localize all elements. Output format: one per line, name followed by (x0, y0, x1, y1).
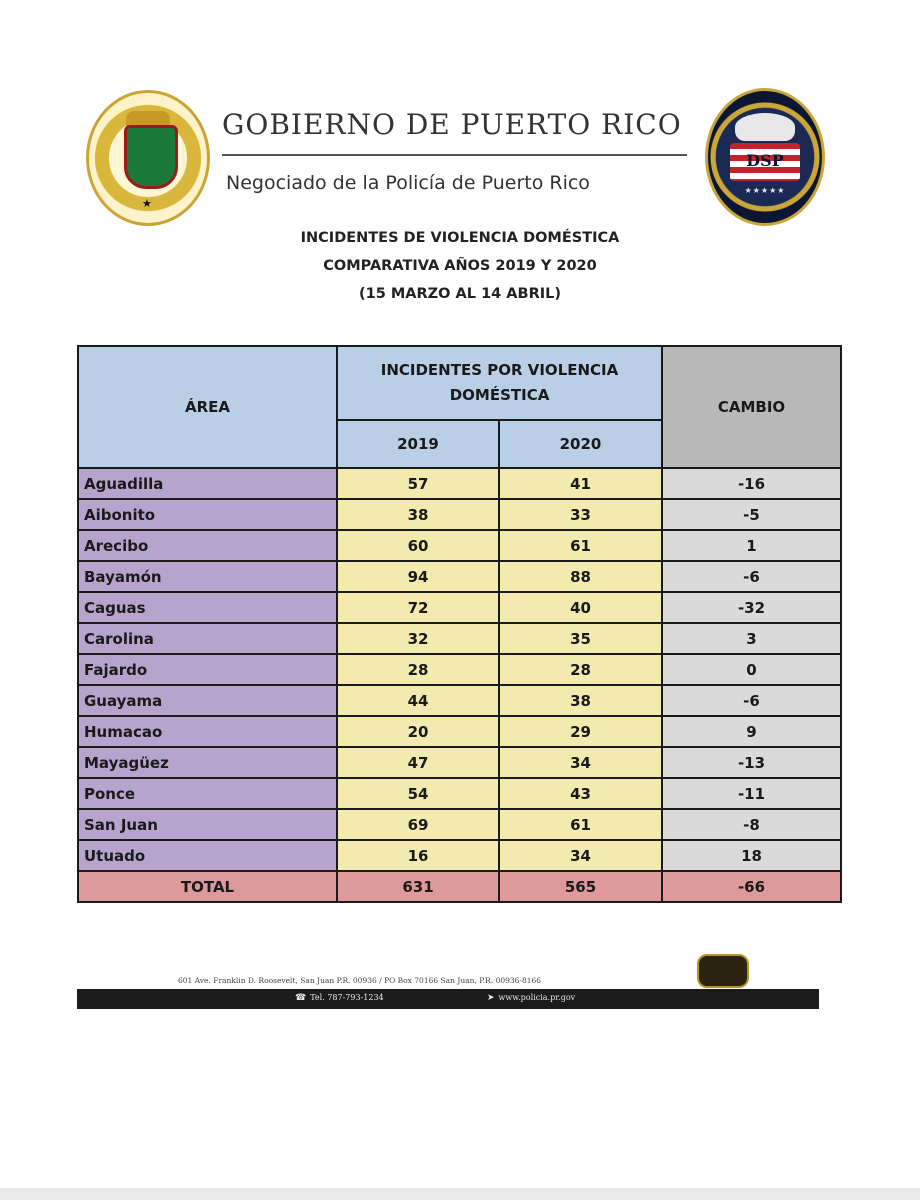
header-change: CAMBIO (662, 346, 841, 468)
value-2020-cell: 41 (499, 468, 662, 499)
table-row (78, 530, 841, 561)
area-cell: Aguadilla (78, 468, 337, 499)
value-2019-cell: 57 (337, 468, 499, 499)
header-divider (222, 154, 687, 156)
public-security-department-seal-icon (705, 88, 825, 226)
area-cell: San Juan (78, 809, 337, 840)
value-2020-cell: 61 (499, 809, 662, 840)
change-cell: -16 (662, 468, 841, 499)
change-cell: -8 (662, 809, 841, 840)
change-cell: -5 (662, 499, 841, 530)
value-2020-cell: 40 (499, 592, 662, 623)
table-row (78, 747, 841, 778)
value-2020-cell: 35 (499, 623, 662, 654)
area-cell: Guayama (78, 685, 337, 716)
value-2019-cell: 44 (337, 685, 499, 716)
value-2020-cell: 28 (499, 654, 662, 685)
police-badge-icon (697, 954, 749, 988)
footer-phone (295, 993, 384, 1003)
change-cell: -11 (662, 778, 841, 809)
footer-address: 601 Ave. Franklin D. Roosevelt, San Juan P.R. 00936 / PO Box 70166 San Juan, P.R. 00936-8166 (178, 976, 542, 985)
table-row (78, 499, 841, 530)
value-2020-cell: 43 (499, 778, 662, 809)
phone-icon: ☎ (295, 993, 307, 1003)
value-2019-cell: 38 (337, 499, 499, 530)
change-cell: -6 (662, 685, 841, 716)
value-2020-cell: 29 (499, 716, 662, 747)
value-2020-cell: 34 (499, 747, 662, 778)
area-cell: Bayamón (78, 561, 337, 592)
total-label: TOTAL (78, 871, 337, 902)
total-row (78, 871, 841, 902)
change-cell: -13 (662, 747, 841, 778)
incidents-table (77, 345, 842, 903)
phone-text: Tel. 787-793-1234 (310, 993, 384, 1002)
header-year-2020: 2020 (499, 420, 662, 468)
area-cell: Fajardo (78, 654, 337, 685)
footer-contact-bar (77, 989, 819, 1009)
report-title-line2: COMPARATIVA AÑOS 2019 Y 2020 (323, 258, 597, 274)
header-year-2019: 2019 (337, 420, 499, 468)
area-cell: Arecibo (78, 530, 337, 561)
value-2019-cell: 54 (337, 778, 499, 809)
table-row (78, 685, 841, 716)
area-cell: Caguas (78, 592, 337, 623)
area-cell: Aibonito (78, 499, 337, 530)
area-cell: Carolina (78, 623, 337, 654)
header-incidents: INCIDENTES POR VIOLENCIA DOMÉSTICA (337, 346, 662, 420)
change-cell: 0 (662, 654, 841, 685)
table-row (78, 778, 841, 809)
agency-subtitle: Negociado de la Policía de Puerto Rico (226, 172, 590, 194)
value-2019-cell: 60 (337, 530, 499, 561)
value-2020-cell: 38 (499, 685, 662, 716)
table-row (78, 716, 841, 747)
government-title: GOBIERNO DE PUERTO RICO (222, 108, 682, 141)
report-title (200, 224, 720, 308)
value-2019-cell: 16 (337, 840, 499, 871)
stars-icon: ★★★★★ (744, 186, 786, 195)
total-2019: 631 (337, 871, 499, 902)
change-cell: 18 (662, 840, 841, 871)
puerto-rico-government-seal-icon (86, 90, 210, 226)
value-2019-cell: 32 (337, 623, 499, 654)
value-2020-cell: 34 (499, 840, 662, 871)
area-cell: Humacao (78, 716, 337, 747)
value-2019-cell: 69 (337, 809, 499, 840)
change-cell: -6 (662, 561, 841, 592)
eagle-icon (735, 113, 795, 141)
dsp-seal-text: DSP (746, 151, 784, 170)
change-cell: 1 (662, 530, 841, 561)
value-2020-cell: 88 (499, 561, 662, 592)
footer-website (487, 993, 575, 1003)
change-cell: 3 (662, 623, 841, 654)
change-cell: -32 (662, 592, 841, 623)
total-2020: 565 (499, 871, 662, 902)
star-icon: ★ (142, 197, 152, 210)
value-2019-cell: 47 (337, 747, 499, 778)
table-row (78, 623, 841, 654)
cursor-icon: ➤ (487, 993, 495, 1003)
report-title-line1: INCIDENTES DE VIOLENCIA DOMÉSTICA (300, 230, 620, 246)
website-text: www.policia.pr.gov (498, 993, 576, 1002)
change-cell: 9 (662, 716, 841, 747)
table-row (78, 654, 841, 685)
table-row (78, 592, 841, 623)
coat-of-arms-icon (124, 125, 178, 189)
table-row (78, 809, 841, 840)
value-2019-cell: 72 (337, 592, 499, 623)
value-2019-cell: 20 (337, 716, 499, 747)
value-2019-cell: 28 (337, 654, 499, 685)
value-2020-cell: 33 (499, 499, 662, 530)
area-cell: Ponce (78, 778, 337, 809)
total-change: -66 (662, 871, 841, 902)
table-row (78, 468, 841, 499)
area-cell: Mayagüez (78, 747, 337, 778)
table-row (78, 561, 841, 592)
report-title-line3: (15 MARZO AL 14 ABRIL) (359, 286, 561, 302)
header-area: ÁREA (78, 346, 337, 468)
area-cell: Utuado (78, 840, 337, 871)
table-row (78, 840, 841, 871)
value-2020-cell: 61 (499, 530, 662, 561)
value-2019-cell: 94 (337, 561, 499, 592)
